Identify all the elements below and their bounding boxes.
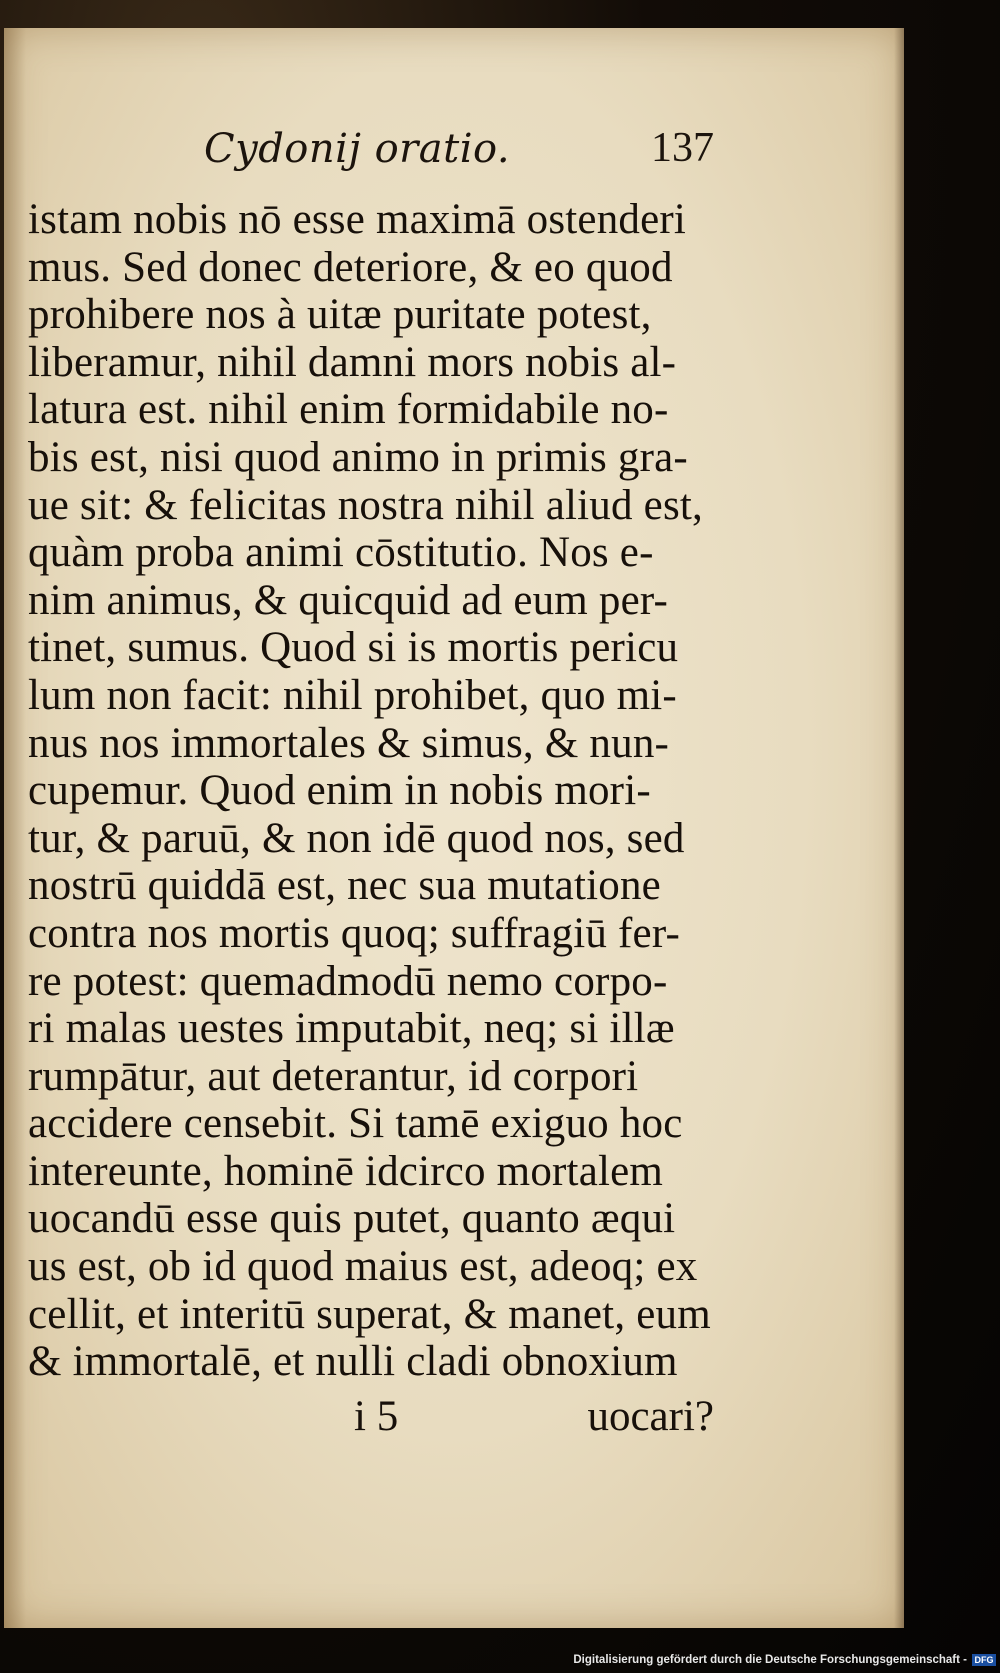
text-line: istam nobis nō esse maximā ostenderi (28, 196, 687, 243)
text-line: quàm proba animi cōstitutio. Nos e- (28, 529, 654, 577)
text-line: us est, ob id quod maius est, adeoq; ex (28, 1243, 698, 1291)
text-line: nostrū quiddā est, nec sua mutatione (28, 862, 661, 910)
digitization-credit: Digitalisierung gefördert durch die Deutsche Forschungsgemeinschaft - (573, 1654, 967, 1666)
running-title: Cydonij oratio. (204, 126, 511, 172)
dfg-logo-icon: DFG (972, 1654, 996, 1666)
text-line: & immortalē, et nulli cladi obnoxium (28, 1338, 678, 1386)
signature-mark: i 5 (354, 1393, 399, 1440)
digitization-footer (560, 1650, 996, 1670)
text-line: lum non facit: nihil prohibet, quo mi- (28, 671, 677, 719)
text-line: cellit, et interitū superat, & manet, eum (28, 1290, 711, 1338)
text-line: mus. Sed donec deteriore, & eo quod (28, 243, 673, 291)
body-text (28, 196, 718, 1386)
catch-line (344, 1392, 714, 1442)
text-line: latura est. nihil enim formidabile no- (28, 386, 669, 434)
text-line: tur, & paruū, & non idē quod nos, sed (28, 814, 685, 862)
book-page (4, 28, 904, 1628)
text-line: nim animus, & quicquid ad eum per- (28, 576, 669, 624)
text-line: intereunte, hominē idcirco mortalem (28, 1147, 664, 1195)
text-line: rumpātur, aut deterantur, id corpori (28, 1052, 639, 1100)
text-line: accidere censebit. Si tamē exiguo hoc (28, 1100, 683, 1148)
text-line: re potest: quemadmodū nemo corpo- (28, 957, 668, 1005)
text-line: nus nos immortales & simus, & nun- (28, 719, 670, 767)
text-line: prohibere nos à uitæ puritate potest, (28, 291, 652, 339)
text-line: tinet, sumus. Quod si is mortis pericu (28, 624, 679, 672)
text-line: uocandū esse quis putet, quanto æqui (28, 1195, 676, 1243)
text-line: ue sit: & felicitas nostra nihil aliud est, (28, 481, 703, 529)
catchword: uocari? (587, 1393, 714, 1440)
text-line: contra nos mortis quoq; suffragiū fer- (28, 909, 680, 957)
page-number: 137 (651, 125, 714, 171)
text-line: liberamur, nihil damni mors nobis al- (28, 338, 677, 386)
text-line: cupemur. Quod enim in nobis mori- (28, 767, 651, 815)
text-line: bis est, nisi quod animo in primis gra- (28, 433, 688, 481)
text-line: ri malas uestes imputabit, neq; si illæ (28, 1005, 675, 1053)
page-header (194, 120, 714, 180)
